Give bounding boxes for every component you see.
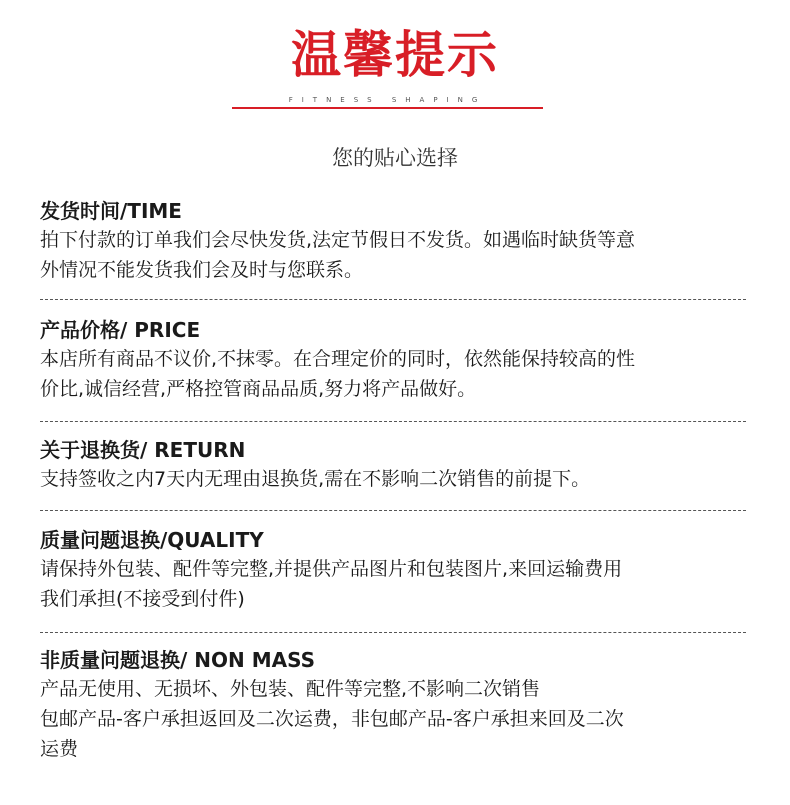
section-time bbox=[40, 197, 760, 285]
section-text: 拍下付款的订单我们会尽快发货,法定节假日不发货。如遇临时缺货等意 bbox=[40, 229, 636, 251]
section-title: 关于退换货/ RETURN bbox=[40, 438, 246, 462]
section-text: 支持签收之内7天内无理由退换货,需在不影响二次销售的前提下。 bbox=[40, 468, 591, 490]
section-title: 质量问题退换/QUALITY bbox=[40, 528, 264, 552]
section-price bbox=[40, 316, 760, 404]
dashed-divider bbox=[40, 421, 746, 422]
section-quality bbox=[40, 526, 760, 614]
section-text: 产品无使用、无损坏、外包装、配件等完整,不影响二次销售 bbox=[40, 678, 541, 700]
tagline: FITNESS SHAPING bbox=[286, 96, 490, 104]
section-text: 请保持外包装、配件等完整,并提供产品图片和包装图片,来回运输费用 bbox=[40, 558, 623, 580]
section-non-mass bbox=[40, 646, 760, 764]
section-text: 本店所有商品不议价,不抹零。在合理定价的同时，依然能保持较高的性 bbox=[40, 348, 636, 370]
tagline-row bbox=[232, 96, 543, 112]
dashed-divider bbox=[40, 510, 746, 511]
page-title: 温馨提示 bbox=[291, 26, 499, 84]
section-return bbox=[40, 436, 760, 494]
section-text: 运费 bbox=[40, 738, 79, 760]
section-text: 包邮产品-客户承担返回及二次运费，非包邮产品-客户承担来回及二次 bbox=[40, 708, 624, 730]
section-text: 价比,诚信经营,严格控管商品品质,努力将产品做好。 bbox=[40, 378, 477, 400]
section-title: 非质量问题退换/ NON MASS bbox=[40, 648, 315, 672]
dashed-divider bbox=[40, 299, 746, 300]
subtitle: 您的贴心选择 bbox=[332, 146, 458, 170]
section-text: 我们承担(不接受到付件) bbox=[40, 588, 245, 610]
dashed-divider bbox=[40, 632, 746, 633]
section-title: 发货时间/TIME bbox=[40, 199, 182, 223]
tagline-underline bbox=[232, 107, 543, 109]
section-text: 外情况不能发货我们会及时与您联系。 bbox=[40, 259, 364, 281]
tagline-wrap bbox=[232, 96, 543, 104]
section-title: 产品价格/ PRICE bbox=[40, 318, 201, 342]
